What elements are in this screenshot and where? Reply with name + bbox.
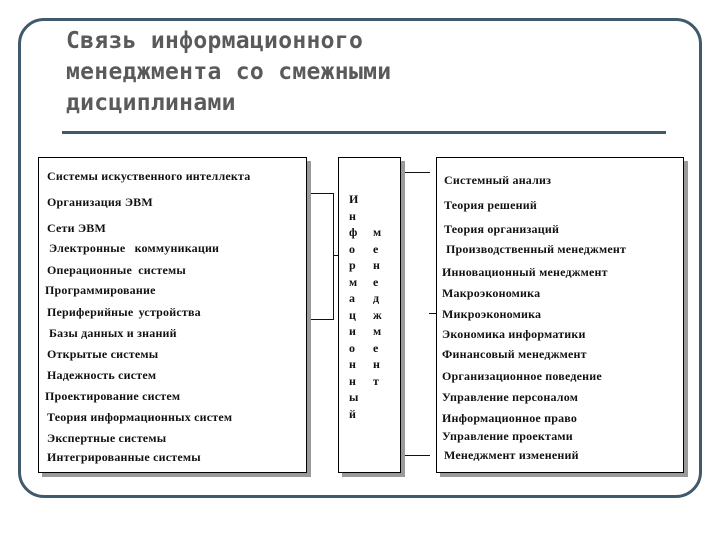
letter: ц (349, 307, 356, 322)
list-item: Менеджмент изменений (444, 448, 579, 462)
letter: н (373, 258, 380, 272)
list-item: Организационное поведение (442, 369, 602, 383)
title-underline (62, 131, 666, 134)
letter: р (349, 258, 356, 272)
list-item: Системный анализ (444, 173, 552, 187)
management-disciplines-box (436, 157, 684, 473)
list-item: Периферийные устройства (47, 305, 201, 319)
list-item: Теория организаций (444, 222, 560, 236)
list-item: Макроэкономика (442, 286, 541, 300)
list-item: Экспертные системы (47, 431, 167, 445)
vertical-word-informatsionny (349, 191, 358, 422)
letter: ж (373, 307, 382, 322)
list-item: Открытые системы (47, 347, 159, 361)
list-item: Производственный менеджмент (446, 242, 627, 256)
list-item: Инновационный менеджмент (442, 265, 608, 279)
list-item: Сети ЭВМ (47, 221, 107, 235)
title-line-1: Связь информационного (66, 28, 364, 54)
title-line-3: дисциплинами (66, 90, 236, 116)
letter: ф (349, 225, 358, 239)
list-item: Управление проектами (442, 429, 573, 443)
letter: о (349, 241, 355, 256)
list-item: Системы искуственного интеллекта (47, 169, 251, 183)
letter: е (373, 340, 379, 355)
letter: о (349, 340, 355, 355)
letter: м (373, 324, 382, 338)
letter: н (349, 357, 356, 371)
slide-title (66, 26, 391, 119)
information-management-box (338, 157, 401, 473)
letter: й (349, 406, 356, 421)
title-line-2: менеджмента со смежными (66, 59, 392, 85)
list-item: Операционные системы (47, 263, 186, 277)
letter: т (373, 373, 379, 388)
list-item: Интегрированные системы (47, 450, 201, 464)
letter: е (373, 241, 379, 256)
right-connector-stub (429, 313, 436, 314)
list-item: Организация ЭВМ (47, 195, 153, 209)
list-item: Экономика информатики (442, 327, 586, 341)
letter: н (349, 208, 356, 223)
list-item: Микроэкономика (442, 307, 542, 321)
right-connector (401, 172, 430, 456)
list-item: Информационное право (442, 411, 578, 425)
letter: а (349, 291, 355, 305)
vertical-word-menedzhment (373, 224, 382, 389)
letter: м (349, 274, 358, 289)
letter: И (349, 192, 359, 206)
list-item: Электронные коммуникации (49, 241, 220, 255)
list-item: Программирование (45, 283, 156, 297)
letter: е (373, 274, 379, 289)
list-item: Финансовый менеджмент (442, 347, 587, 361)
letter: м (373, 225, 382, 239)
list-item: Надежность систем (47, 368, 157, 382)
letter: н (373, 357, 380, 371)
list-item: Базы данных и знаний (49, 326, 177, 340)
letter: ы (349, 390, 359, 404)
it-disciplines-box (38, 157, 307, 473)
left-connector (307, 193, 334, 320)
list-item: Теория решений (444, 198, 537, 212)
letter: д (373, 291, 380, 305)
list-item: Теория информационных систем (47, 410, 233, 424)
letter: н (349, 373, 356, 388)
letter: и (349, 324, 356, 338)
list-item: Управление персоналом (442, 390, 579, 404)
list-item: Проектирование систем (45, 389, 181, 403)
